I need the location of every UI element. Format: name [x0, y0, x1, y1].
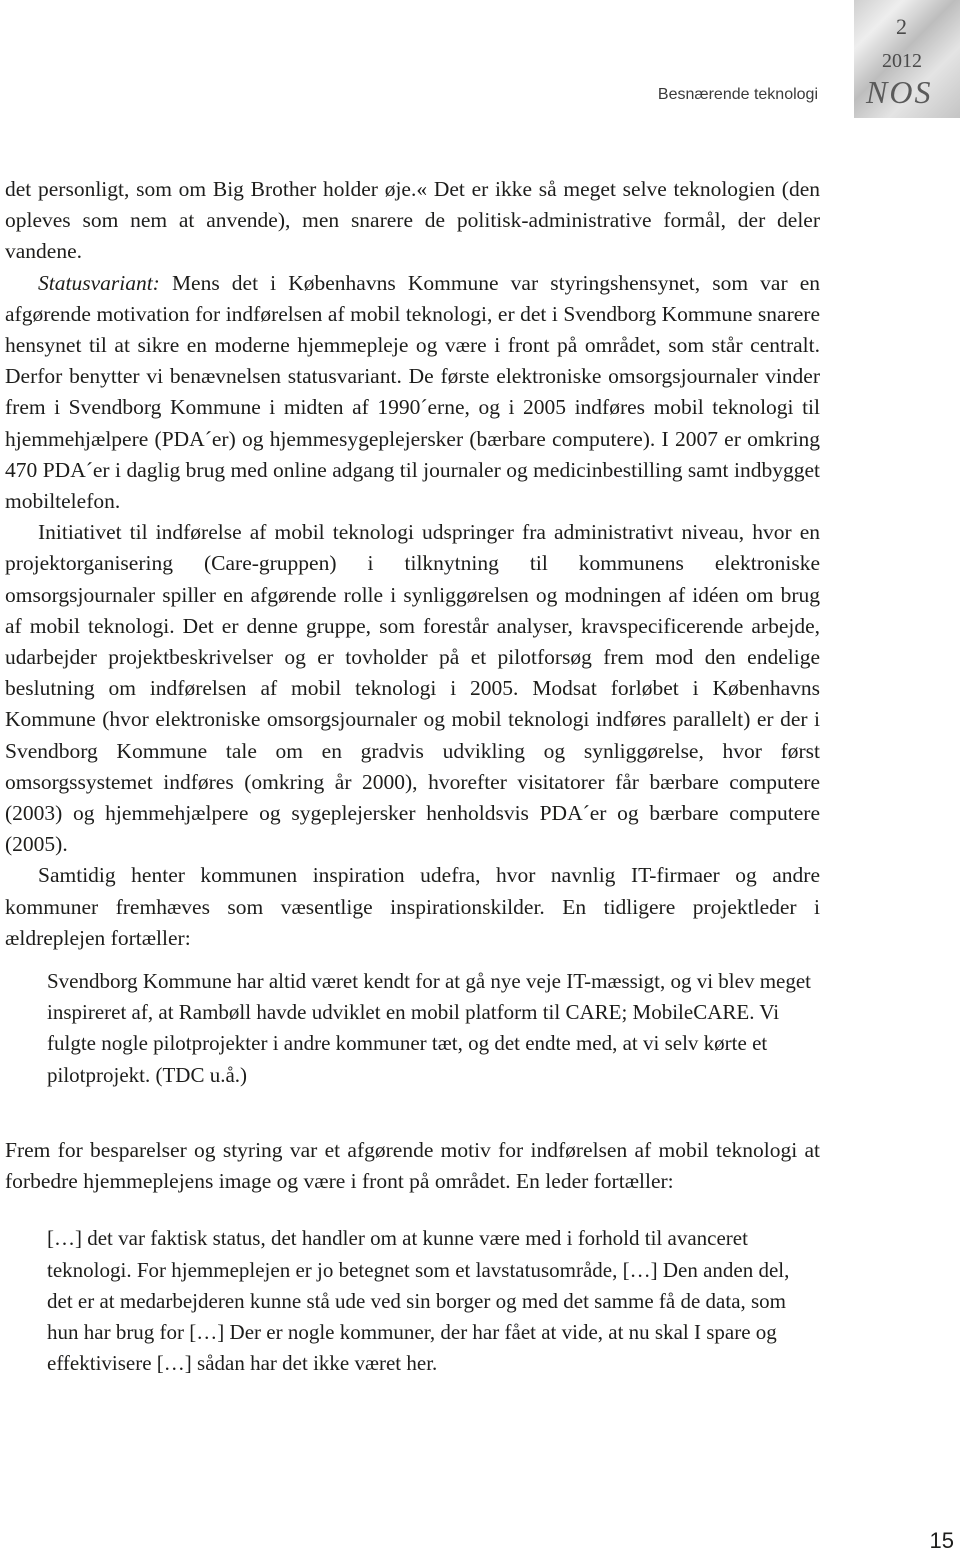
running-header-title: Besnærende teknologi [657, 86, 818, 103]
paragraph-2 [5, 268, 820, 518]
page-number: 15 [929, 1528, 954, 1553]
paragraph-1: det personligt, som om Big Brother holder øje.« Det er ikke så meget selve teknologien (den opleves som nem at anvende), men snarere de politisk-administrative formål, der deler vandene. [5, 177, 820, 264]
paragraph-2-text: Mens det i Københavns Kommune var styringshensynet, som var en afgørende motivation for indførelsen af mobil teknologi, er det i Svendborg Kommune snarere hensynet til at sikre en moderne hjemmepleje og være i front på området, som står centralt. Derfor benytter vi benævnelsen statusvariant. De første elektroniske omsorgsjournaler vinder frem i Svendborg Kommune i midten af 1990´erne, og i 2005 indføres mobil teknologi til hjemmehjælpere (PDA´er) og hjemmesygeplejersker (bærbare computere). I 2007 er omkring 470 PDA´er i daglig brug med online adgang til journaler og medicinbestilling samt indbygget mobiltelefon. [5, 270, 820, 514]
journal-badge [854, 0, 960, 118]
journal-logo: NOS [866, 74, 933, 110]
paragraph-4: Samtidig henter kommunen inspiration udefra, hvor navnlig IT-firmaer og andre kommuner fremhæves som væsentlige inspirationskilder. En tidligere projektleder i ældreplejen fortæller: [5, 863, 820, 950]
block-quote-1: Svendborg Kommune har altid været kendt for at gå nye veje IT-mæssigt, og vi blev meget inspireret af, at Rambøll havde udviklet en mobil platform til CARE; MobileCARE. Vi fulgte nogle pilotprojekter i andre kommuner tæt, og det endte med, at vi selv kørte et pilotprojekt. (TDC u.å.) [47, 969, 812, 1087]
block-quote-2: […] det var faktisk status, det handler om at kunne være med i forhold til avanceret teknologi. For hjemmeplejen er jo betegnet som et lavstatusområde, […] Den anden del, det er at medarbejderen kunne stå ude ved sin borger og med det samme få de data, som hun har brug for […] Der er nogle kommuner, der har fået at vide, at nu skal I spare og effektivisere […] sådan har det ikke været her. [47, 1226, 790, 1376]
article-body [5, 174, 820, 1379]
paragraph-2-term: Statusvariant: [38, 270, 160, 295]
issue-year: 2012 [882, 50, 922, 72]
issue-number: 2 [896, 14, 907, 39]
paragraph-5: Frem for besparelser og styring var et afgørende motiv for indførelsen af mobil teknologi at forbedre hjemmeplejens image og være i front på området. En leder fortæller: [5, 1137, 820, 1194]
paragraph-3: Initiativet til indførelse af mobil teknologi udspringer fra administrativt niveau, hvor en projektorganisering (Care-gruppen) i tilknytning til kommunens elektroniske omsorgsjournaler spiller en afgørende rolle i synliggørelsen og modningen af idéen om brug af mobil teknologi. Det er denne gruppe, som forestår analyser, kravspecificerende arbejde, udarbejder projektbeskrivelser og er tovholder på et pilotforsøg frem mod den endelige beslutning om indførelsen af mobil teknologi i 2005. Modsat forløbet i Københavns Kommune (hvor elektroniske omsorgsjournaler og mobil teknologi indføres parallelt) er der i Svendborg Kommune tale om en gradvis udvikling og synliggørelse, hvor først omsorgssystemet indføres (omkring år 2000), hvorefter visitatorer får bærbare computere (2003) og hjemmehjælpere og sygeplejersker henholdsvis PDA´er og bærbare computere (2005). [5, 520, 820, 857]
